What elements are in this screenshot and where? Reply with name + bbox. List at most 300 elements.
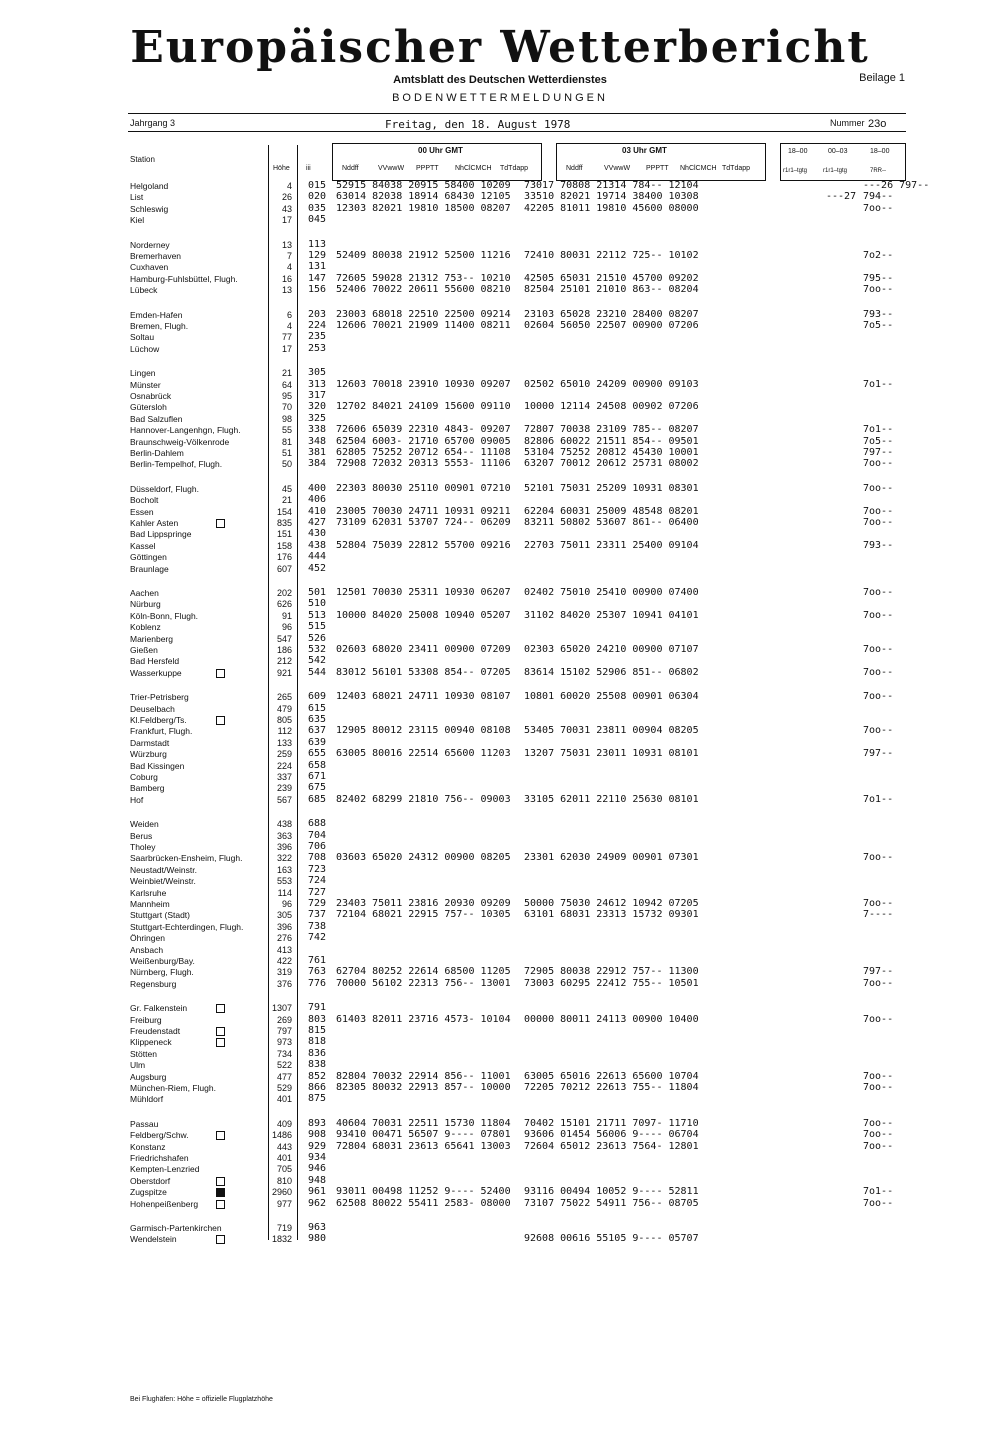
station-id: 501: [308, 587, 327, 598]
col-r1: 18–00: [788, 148, 808, 155]
col-vvwww-00: VVwwW: [378, 165, 405, 172]
station-height: 202: [276, 588, 292, 598]
station-id: 147: [308, 272, 327, 284]
station-id: 020: [308, 191, 327, 203]
obs-03: 72410 80031 22112 725-- 10102: [524, 250, 699, 261]
station-height: 112: [277, 726, 292, 737]
obs-00: 73109 62031 53707 724-- 06209: [336, 517, 511, 528]
station-id: 156: [308, 284, 327, 296]
station-id: 430: [308, 528, 327, 540]
obs-03: 00000 80011 24113 00900 10400: [524, 1013, 699, 1025]
station-id: 637: [308, 725, 327, 737]
obs-03: 93606 01454 56006 9---- 06704: [524, 1129, 699, 1141]
station-name: Berus: [130, 830, 153, 841]
col-extra-3: 7oo--: [863, 284, 894, 296]
table-row: [130, 401, 1000, 413]
obs-03: 02502 65010 24209 00900 09103: [524, 378, 699, 390]
col-extra-3: 7oo--: [863, 691, 894, 703]
station-name: Emden-Hafen: [130, 309, 183, 320]
station-id: 544: [308, 666, 327, 678]
table-row: [130, 517, 1000, 529]
col-extra-3: 7----: [863, 909, 894, 921]
station-height: 835: [276, 518, 292, 528]
station-id: 542: [308, 655, 327, 667]
station-height: 810: [276, 1175, 292, 1186]
table-row: [130, 239, 1000, 251]
station-name: Gütersloh: [130, 402, 167, 413]
table-row: [130, 830, 1000, 842]
station-id: 113: [308, 238, 327, 250]
station-name: Darmstadt: [130, 737, 170, 748]
station-name: Mannheim: [130, 899, 170, 909]
obs-00: 61403 82011 23716 4573- 10104: [336, 1013, 511, 1025]
table-row: [130, 447, 1000, 459]
table-row: [130, 1071, 1000, 1083]
obs-00: 72606 65039 22310 4843- 09207: [336, 424, 511, 436]
obs-00: 10000 84020 25008 10940 05207: [336, 609, 511, 621]
station-height: 4: [286, 262, 292, 273]
col-extra-3: 7oo--: [863, 1070, 894, 1082]
station-id: 893: [308, 1117, 327, 1129]
station-height: 4: [286, 181, 292, 191]
table-row: [130, 633, 1000, 645]
obs-00: 23403 75011 23816 20930 09209: [336, 898, 511, 909]
station-id: 980: [308, 1233, 327, 1245]
station-name: Bad Salzuflen: [130, 413, 183, 424]
col-group03: 03 Uhr GMT: [622, 146, 667, 155]
obs-03: 72905 80038 22912 757-- 11300: [524, 966, 699, 978]
table-row: [130, 1233, 1000, 1245]
col-nhcl-03: NhClCMCH: [680, 165, 717, 172]
station-id: 948: [308, 1174, 327, 1186]
station-height: 45: [281, 483, 292, 494]
station-name: Kahler Asten: [130, 518, 179, 528]
station-id: 929: [308, 1140, 327, 1152]
station-name: Garmisch-Partenkirchen: [130, 1223, 222, 1233]
station-name: Saarbrücken-Ensheim, Flugh.: [130, 853, 243, 864]
station-name: List: [130, 192, 144, 203]
table-row: [130, 563, 1000, 575]
station-id: 763: [308, 966, 327, 978]
station-name: Trier-Petrisberg: [130, 692, 189, 703]
station-id: 384: [308, 458, 327, 470]
table-row: [130, 1175, 1000, 1187]
station-height: 114: [277, 887, 292, 898]
table-row: [130, 343, 1000, 355]
obs-03: 83211 50802 53607 861-- 06400: [524, 517, 699, 528]
station-name: Bocholt: [130, 495, 159, 506]
station-height: 1486: [271, 1130, 292, 1141]
table-row: [130, 424, 1000, 436]
mountain-station-icon: [216, 1004, 225, 1013]
obs-03: 23301 62030 24909 00901 07301: [524, 852, 699, 864]
jahrgang: Jahrgang 3: [130, 118, 176, 128]
station-name: Tholey: [130, 842, 156, 852]
table-row: [130, 191, 1000, 203]
table-row: [130, 528, 1000, 540]
nummer-label: Nummer: [830, 118, 865, 128]
col-extra-3: 793--: [863, 539, 894, 551]
col-extra-3: 7o1--: [863, 1186, 894, 1198]
table-row: [130, 273, 1000, 285]
station-name: Würzburg: [130, 749, 167, 760]
obs-00: 62508 80022 55411 2583- 08000: [336, 1197, 511, 1209]
obs-03: 70402 15101 21711 7097- 11710: [524, 1117, 699, 1129]
station-name: Augsburg: [130, 1071, 167, 1082]
station-name: Weinbiet/Weinstr.: [130, 876, 196, 887]
col-extra-3: 7oo--: [863, 458, 894, 470]
station-height: 413: [276, 944, 292, 955]
col-group00: 00 Uhr GMT: [418, 146, 463, 155]
station-name: Kassel: [130, 540, 156, 551]
col-tdtd-00: TdTdapp: [500, 165, 529, 172]
col-station: Station: [130, 155, 155, 164]
station-height: 17: [281, 343, 292, 354]
table-row: [130, 737, 1000, 749]
station-height: 567: [276, 794, 292, 805]
table-row: [130, 621, 1000, 633]
obs-03: 72807 70038 23109 785-- 08207: [524, 424, 699, 436]
table-row: [130, 887, 1000, 899]
table-row: [130, 1059, 1000, 1071]
col-extra-3: 7o5--: [863, 435, 894, 447]
obs-03: 42505 65031 21510 45700 09202: [524, 272, 699, 284]
obs-00: 40604 70031 22511 15730 11804: [336, 1117, 511, 1129]
obs-00: 93011 00498 11252 9---- 52400: [336, 1186, 511, 1198]
obs-03: 53405 70031 23811 00904 08205: [524, 725, 699, 737]
obs-03: 92608 00616 55105 9---- 05707: [524, 1233, 699, 1245]
obs-03: 50000 75030 24612 10942 07205: [524, 898, 699, 909]
station-height: 154: [276, 506, 292, 517]
obs-03: 62204 60031 25009 48548 08201: [524, 505, 699, 517]
station-id: 727: [308, 886, 327, 898]
col-extra-3: 7o1--: [863, 793, 894, 805]
station-height: 96: [281, 622, 292, 633]
station-name: Nürnberg, Flugh.: [130, 967, 194, 978]
obs-03: 10801 60020 25508 00901 06304: [524, 691, 699, 703]
station-id: 685: [308, 793, 327, 805]
obs-00: 70000 56102 22313 756-- 13001: [336, 977, 511, 989]
obs-03: 83614 15102 52906 851-- 06802: [524, 666, 699, 678]
station-height: 276: [276, 933, 292, 944]
col-line-group00: [332, 145, 333, 180]
table-row: [130, 703, 1000, 715]
col-extra-3: 794--: [863, 191, 894, 203]
station-height: 43: [281, 203, 292, 214]
station-name: München-Riem, Flugh.: [130, 1083, 216, 1093]
obs-00: 12403 68021 24711 10930 08107: [336, 691, 511, 703]
col-iii: iii: [306, 165, 311, 172]
station-id: 253: [308, 342, 327, 354]
station-id: 738: [308, 920, 327, 932]
station-name: Helgoland: [130, 181, 169, 191]
station-id: 444: [308, 551, 327, 563]
station-height: 2960: [271, 1187, 292, 1198]
obs-00: 63005 80016 22514 65600 11203: [336, 748, 511, 760]
table-row: [130, 379, 1000, 391]
obs-00: 23005 70030 24711 10931 09211: [336, 505, 511, 517]
station-name: Braunschweig-Völkenrode: [130, 436, 230, 447]
station-name: Hof: [130, 794, 144, 805]
col-rr2: r1r1–tgtg: [823, 168, 848, 174]
table-row: [130, 214, 1000, 226]
obs-00: 52915 84038 20915 58400 10209: [336, 180, 511, 191]
station-name: Deuselbach: [130, 703, 175, 714]
station-name: Weiden: [130, 819, 159, 830]
obs-00: 12603 70018 23910 10930 09207: [336, 378, 511, 390]
station-height: 96: [281, 899, 292, 909]
station-height: 322: [276, 853, 292, 864]
station-height: 921: [276, 667, 292, 678]
table-row: [130, 551, 1000, 563]
obs-00: 82305 80032 22913 857-- 10000: [336, 1082, 511, 1093]
obs-00: 63014 82038 18914 68430 12105: [336, 191, 511, 203]
col-vvwww-03: VVwwW: [604, 165, 631, 172]
station-height: 805: [276, 715, 292, 725]
obs-03: 82806 60022 21511 854-- 09501: [524, 435, 699, 447]
station-name: Bremen, Flugh.: [130, 321, 189, 331]
station-id: 729: [308, 898, 327, 909]
station-height: 16: [281, 273, 292, 284]
table-row: [130, 852, 1000, 864]
report-subtitle: Amtsblatt des Deutschen Wetterdienstes: [393, 74, 607, 86]
station-id: 452: [308, 562, 327, 574]
table-row: [130, 782, 1000, 794]
col-extra-3: 7oo--: [863, 517, 894, 528]
col-extra-3: 797--: [863, 447, 894, 458]
station-name: Kiel: [130, 215, 145, 226]
table-row: [130, 1002, 1000, 1014]
station-id: 658: [308, 759, 327, 771]
col-extra-3: 7oo--: [863, 977, 894, 989]
col-extra-3: 7oo--: [863, 1140, 894, 1152]
obs-03: 63207 70012 20612 25731 08002: [524, 458, 699, 470]
table-row: [130, 436, 1000, 448]
obs-03: 73107 75022 54911 756-- 08705: [524, 1197, 699, 1209]
footnote: Bei Flughäfen: Höhe = offizielle Flugplatzhöhe: [130, 1396, 273, 1403]
obs-03: 63005 65016 22613 65600 10704: [524, 1070, 699, 1082]
col-extra-3: 7oo--: [863, 666, 894, 678]
table-row: [130, 1093, 1000, 1105]
station-height: 6: [286, 309, 292, 320]
table-row: [130, 932, 1000, 944]
station-id: 761: [308, 955, 327, 966]
station-name: Gr. Falkenstein: [130, 1003, 188, 1014]
station-height: 259: [276, 749, 292, 760]
table-row: [130, 644, 1000, 656]
table-row: [130, 506, 1000, 518]
station-name: Regensburg: [130, 978, 177, 989]
table-row: [130, 320, 1000, 332]
nummer-value: 23o: [868, 118, 887, 130]
table-row: [130, 1129, 1000, 1141]
obs-00: 72908 72032 20313 5553- 11106: [336, 458, 511, 470]
station-id: 609: [308, 691, 327, 703]
table-row: [130, 413, 1000, 425]
station-id: 675: [308, 782, 327, 794]
station-height: 607: [276, 563, 292, 574]
station-name: Coburg: [130, 772, 158, 782]
col-rr3: 7RR--: [870, 168, 886, 174]
station-height: 443: [276, 1141, 292, 1152]
station-id: 035: [308, 202, 327, 214]
station-height: 319: [276, 967, 292, 978]
col-extra-3: 7oo--: [863, 644, 894, 655]
station-name: Freiburg: [130, 1014, 162, 1025]
station-id: 875: [308, 1093, 327, 1105]
station-height: 163: [276, 864, 292, 875]
table-row: [130, 367, 1000, 379]
station-id: 776: [308, 977, 327, 989]
table-row: [130, 540, 1000, 552]
obs-00: 62704 80252 22614 68500 11205: [336, 966, 511, 978]
obs-00: 62504 6003- 21710 65700 09005: [336, 435, 511, 447]
obs-03: 52101 75031 25209 10931 08301: [524, 482, 699, 494]
station-height: 50: [281, 459, 292, 470]
obs-03: 33510 82021 19714 38400 10308: [524, 191, 699, 203]
station-height: 477: [276, 1071, 292, 1082]
station-name: Bamberg: [130, 783, 165, 794]
table-row: [130, 944, 1000, 956]
station-name: Bad Lippspringe: [130, 529, 192, 540]
station-name: Lüchow: [130, 343, 160, 354]
obs-00: 12905 80012 23115 00940 08108: [336, 725, 511, 737]
station-name: Osnabrück: [130, 391, 172, 401]
col-extra-3: 793--: [863, 308, 894, 320]
station-id: 791: [308, 1002, 327, 1014]
station-name: Klippeneck: [130, 1037, 172, 1048]
station-height: 1307: [271, 1003, 292, 1014]
table-row: [130, 691, 1000, 703]
station-name: Mühldorf: [130, 1094, 164, 1105]
obs-03: 93116 00494 10052 9---- 52811: [524, 1186, 699, 1198]
station-id: 338: [308, 424, 327, 436]
station-name: Konstanz: [130, 1141, 166, 1152]
table-row: [130, 1186, 1000, 1198]
obs-03: 22703 75011 23311 25400 09104: [524, 539, 699, 551]
station-id: 838: [308, 1059, 327, 1071]
table-row: [130, 667, 1000, 679]
table-row: [130, 458, 1000, 470]
station-height: 479: [276, 703, 292, 714]
table-row: [130, 390, 1000, 402]
obs-03: 82504 25101 21010 863-- 08204: [524, 284, 699, 296]
table-row: [130, 771, 1000, 783]
table-row: [130, 483, 1000, 495]
col-extra-3: 7oo--: [863, 587, 894, 598]
col-extra-3: 7o5--: [863, 320, 894, 331]
station-height: 401: [276, 1094, 292, 1105]
station-id: 704: [308, 829, 327, 841]
col-extra-3: 797--: [863, 748, 894, 760]
station-id: 320: [308, 401, 327, 413]
station-name: Neustadt/Weinstr.: [130, 864, 197, 875]
table-row: [130, 864, 1000, 876]
table-row: [130, 1048, 1000, 1060]
station-height: 1832: [271, 1234, 292, 1245]
station-name: Bremerhaven: [130, 251, 182, 261]
station-id: 305: [308, 367, 327, 379]
obs-00: 03603 65020 24312 00900 08205: [336, 852, 511, 864]
station-name: Hohenpeißenberg: [130, 1198, 199, 1209]
station-height: 224: [276, 760, 292, 771]
obs-00: 72605 59028 21312 753-- 10210: [336, 272, 511, 284]
station-id: 224: [308, 320, 327, 331]
station-height: 522: [276, 1060, 292, 1071]
table-row: [130, 250, 1000, 262]
station-id: 325: [308, 412, 327, 424]
station-id: 015: [308, 180, 327, 191]
table-row: [130, 1025, 1000, 1037]
station-height: 7: [286, 251, 292, 261]
col-hoehe: Höhe: [273, 165, 290, 172]
station-height: 396: [276, 842, 292, 852]
station-id: 946: [308, 1163, 327, 1175]
station-name: Ulm: [130, 1060, 146, 1071]
station-id: 671: [308, 771, 327, 782]
station-id: 438: [308, 539, 327, 551]
station-height: 705: [276, 1164, 292, 1175]
station-height: 719: [276, 1223, 292, 1233]
station-name: Soltau: [130, 332, 155, 343]
station-height: 151: [276, 529, 292, 540]
obs-00: 72104 68021 22915 757-- 10305: [336, 909, 511, 921]
obs-00: 52804 75039 22812 55700 09216: [336, 539, 511, 551]
station-height: 70: [281, 402, 292, 413]
station-height: 55: [281, 425, 292, 436]
station-height: 409: [276, 1118, 292, 1129]
station-id: 235: [308, 331, 327, 343]
table-row: [130, 309, 1000, 321]
col-extra-3: 7oo--: [863, 609, 894, 621]
obs-03: 53104 75252 20812 45430 10001: [524, 447, 699, 458]
obs-00: 82402 68299 21810 756-- 09003: [336, 793, 511, 805]
station-height: 626: [276, 599, 292, 610]
station-height: 376: [276, 978, 292, 989]
station-id: 815: [308, 1025, 327, 1036]
station-height: 77: [281, 332, 292, 343]
col-extra-3: 797--: [863, 966, 894, 978]
station-id: 688: [308, 818, 327, 830]
col-extra-3: 7o1--: [863, 424, 894, 436]
station-name: Kl.Feldberg/Ts.: [130, 715, 187, 725]
station-name: Münster: [130, 379, 161, 390]
station-name: Feldberg/Schw.: [130, 1130, 189, 1141]
station-id: 803: [308, 1013, 327, 1025]
station-id: 962: [308, 1197, 327, 1209]
col-tdtd-03: TdTdapp: [722, 165, 751, 172]
station-name: Marienberg: [130, 633, 173, 644]
obs-00: 12501 70030 25311 10930 06207: [336, 587, 511, 598]
station-height: 13: [281, 239, 292, 250]
table-row: [130, 898, 1000, 910]
station-id: 406: [308, 494, 327, 506]
obs-00: 83012 56101 53308 854-- 07205: [336, 666, 511, 678]
station-name: Nürburg: [130, 599, 161, 610]
station-id: 908: [308, 1129, 327, 1141]
table-row: [130, 494, 1000, 506]
beilage-label: Beilage 1: [859, 72, 905, 84]
station-name: Braunlage: [130, 563, 169, 574]
col-nhcl-00: NhClCMCH: [455, 165, 492, 172]
station-height: 734: [276, 1048, 292, 1059]
obs-00: 82804 70032 22914 856-- 11001: [336, 1070, 511, 1082]
station-id: 724: [308, 875, 327, 887]
station-name: Stuttgart-Echterdingen, Flugh.: [130, 921, 244, 932]
station-id: 934: [308, 1152, 327, 1163]
station-name: Freudenstadt: [130, 1026, 181, 1036]
table-row: [130, 261, 1000, 273]
